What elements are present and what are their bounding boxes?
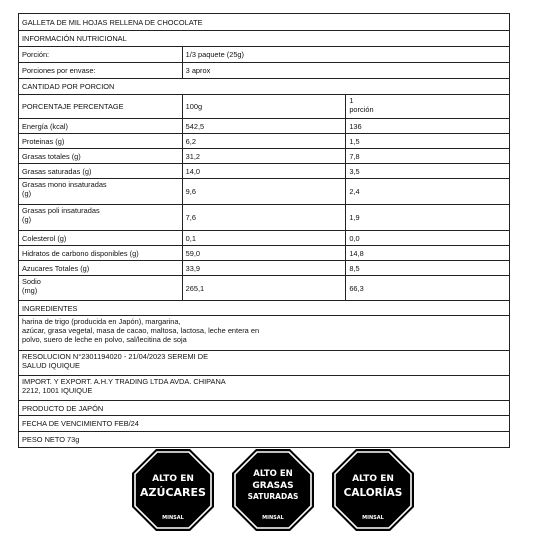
expiry-text: FECHA DE VENCIMIENTO FEB/24 <box>19 416 510 432</box>
column-header-portion: 1 porción <box>346 95 510 119</box>
nutrient-name: Sodio (mg) <box>19 276 183 301</box>
nutrient-name: Proteinas (g) <box>19 134 183 149</box>
seal-alto-en-azucares <box>131 448 215 532</box>
seal-authority: MINSAL <box>362 515 384 521</box>
nutrient-value-portion: 3,5 <box>346 164 510 179</box>
nutrient-name: Azucares Totales (g) <box>19 261 183 276</box>
ingredients-header: INGREDIENTES <box>19 301 510 316</box>
nutrient-value-100g: 33,9 <box>182 261 346 276</box>
importer-text: IMPORT. Y EXPORT. A.H.Y TRADING LTDA AVDA. CHIPANA 2212, 1001 IQUIQUE <box>19 376 510 401</box>
nutrient-row <box>19 246 510 261</box>
nutrient-value-100g: 59,0 <box>182 246 346 261</box>
nutrient-value-portion: 1,9 <box>346 205 510 231</box>
nutrient-value-100g: 0,1 <box>182 231 346 246</box>
resolution-text: RESOLUCION N°2301194020 - 21/04/2023 SEREMI DE SALUD IQUIQUE <box>19 351 510 376</box>
octagon-seal-icon <box>131 448 215 532</box>
amount-header: CANTIDAD POR PORCION <box>19 79 510 95</box>
seal-line1: ALTO EN <box>152 474 194 484</box>
nutrient-value-100g: 6,2 <box>182 134 346 149</box>
nutrient-row <box>19 276 510 301</box>
nutrient-row <box>19 261 510 276</box>
nutrient-row <box>19 149 510 164</box>
seal-alto-en-grasas-saturadas <box>231 448 315 532</box>
nutrient-value-100g: 265,1 <box>182 276 346 301</box>
nutrient-row <box>19 205 510 231</box>
nutrient-name: Colesterol (g) <box>19 231 183 246</box>
nutrient-value-100g: 7,6 <box>182 205 346 231</box>
nutrient-name: Energía (kcal) <box>19 119 183 134</box>
portion-label: Porción: <box>19 47 183 63</box>
nutrient-value-portion: 7,8 <box>346 149 510 164</box>
nutrient-value-portion: 66,3 <box>346 276 510 301</box>
servings-label: Porciones por envase: <box>19 63 183 79</box>
nutrient-value-100g: 9,6 <box>182 179 346 205</box>
warning-seals <box>0 448 533 532</box>
nutrient-name: Grasas totales (g) <box>19 149 183 164</box>
nutrient-value-portion: 136 <box>346 119 510 134</box>
origin-text: PRODUCTO DE JAPÓN <box>19 401 510 416</box>
column-header-100g: 100g <box>182 95 346 119</box>
nutrition-label-table <box>18 13 510 448</box>
ingredients-text: harina de trigo (producida en Japón), margarina, azúcar, grasa vegetal, masa de cacao, maltosa, lactosa, leche entera en polvo, suero de leche en polvo, sal/lecitina de soja <box>19 316 510 351</box>
seal-line1: ALTO EN <box>253 469 293 479</box>
portion-value: 1/3 paquete (25g) <box>182 47 509 63</box>
seal-line2: GRASAS <box>252 481 294 491</box>
nutrient-row <box>19 119 510 134</box>
nutrient-row <box>19 164 510 179</box>
nutrient-row <box>19 179 510 205</box>
nutrient-value-portion: 8,5 <box>346 261 510 276</box>
net-weight-text: PESO NETO 73g <box>19 432 510 448</box>
seal-authority: MINSAL <box>262 515 284 521</box>
nutrient-value-100g: 31,2 <box>182 149 346 164</box>
nutrient-value-100g: 542,5 <box>182 119 346 134</box>
nutrient-value-portion: 2,4 <box>346 179 510 205</box>
nutrient-name: Hidratos de carbono disponibles (g) <box>19 246 183 261</box>
seal-authority: MINSAL <box>162 515 184 521</box>
octagon-seal-icon <box>231 448 315 532</box>
nutrient-value-portion: 1,5 <box>346 134 510 149</box>
nutrient-value-portion: 14,8 <box>346 246 510 261</box>
seal-line2: AZÚCARES <box>140 486 206 499</box>
octagon-seal-icon <box>331 448 415 532</box>
nutrient-name: Grasas poli insaturadas (g) <box>19 205 183 231</box>
seal-alto-en-calorias <box>331 448 415 532</box>
nutrient-value-portion: 0,0 <box>346 231 510 246</box>
info-header: INFORMACIÓN NUTRICIONAL <box>19 31 510 47</box>
servings-value: 3 aprox <box>182 63 509 79</box>
seal-line2: CALORÍAS <box>343 487 403 499</box>
nutrient-value-100g: 14,0 <box>182 164 346 179</box>
nutrient-row <box>19 231 510 246</box>
seal-line3: SATURADAS <box>247 492 299 501</box>
seal-line1: ALTO EN <box>352 474 394 484</box>
product-title: GALLETA DE MIL HOJAS RELLENA DE CHOCOLATE <box>19 14 510 31</box>
nutrient-row <box>19 134 510 149</box>
column-header-percentage: PORCENTAJE PERCENTAGE <box>19 95 183 119</box>
nutrient-name: Grasas saturadas (g) <box>19 164 183 179</box>
nutrient-name: Grasas mono insaturadas (g) <box>19 179 183 205</box>
